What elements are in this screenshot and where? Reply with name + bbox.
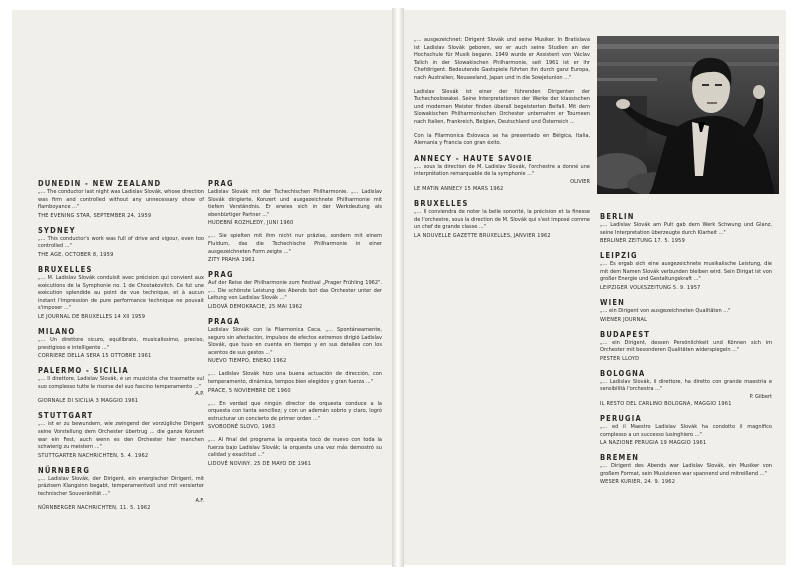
book-gutter <box>392 8 404 567</box>
city-heading: STUTTGART <box>38 411 94 421</box>
newspaper-source: LA NOUVELLE GAZETTE BRUXELLES, JANVIER 1962 <box>414 232 551 239</box>
review-clipping <box>208 317 382 365</box>
review-clipping <box>414 133 590 148</box>
review-quote: „... Dirigent des Abends war Ladislav Slovák, ein Musiker von großem Format, sein Musizieren war spannend und mitreißend ..." <box>600 463 772 477</box>
newspaper-source: LE MATIN ANNECY 15 MARS 1962 <box>414 185 504 192</box>
review-quote: „... M. Ladislav Slovák conduisit avec précision qui convient aux exécutions de la Symphonie no. 1 de Chostakovitch. Ce fut une exécution splendide au point de vue technique, et à aucun instant l'impression de pure performance technique ne pouvait s'imposer ..." <box>38 274 204 312</box>
review-clipping <box>600 212 772 245</box>
city-heading: PRAG <box>208 179 234 188</box>
newspaper-source: STUTTGARTER NACHRICHTEN, 5. 4. 1962 <box>38 452 149 459</box>
right-page-column-2 <box>600 212 772 492</box>
review-quote: „... En verdad que ningún director de orquesta conduce a la orquesta con tanta sencillez; y con un ademán sobrio y claro, logró estructurar un concierto de primer orden ..." <box>208 400 382 422</box>
review-clipping <box>600 414 772 447</box>
city-heading: ANNECY - HAUTE SAVOIE <box>414 153 533 163</box>
city-heading: LEIPZIG <box>600 251 638 261</box>
newspaper-source: NÜRNBERGER NACHRICHTEN, 11. 5. 1962 <box>38 505 151 512</box>
review-quote: Con la Filarmonica Eslovaca se ha presentado en Bélgica, Italia, Alemania y Francia con gran éxito. <box>414 132 590 147</box>
conductor-photo-image <box>597 36 779 194</box>
newspaper-source: LIDOVÉ NOVINY, 25 DE MAYO DE 1961 <box>208 461 312 468</box>
reviewer-initials: A.P. <box>195 391 204 398</box>
review-clipping <box>38 179 204 220</box>
review-clipping <box>414 199 590 240</box>
right-page-column-1 <box>414 37 590 246</box>
review-quote: „... Ladislav Slovák, der Dirigent, ein energischer Dirigent, mit präzisem Klangsinn begabt, temperamentvoll und mit versierter technischer Souveränität ..." <box>38 475 204 497</box>
review-quote: „... Il conviendra de noter la belle sonorité, la précision et la finesse de l'orchestre, sous la direction de M. Slovák qui s'est imposé comme un chef de grande classe ..." <box>414 208 590 231</box>
newspaper-source: THE AGE, OCTOBER 8, 1959 <box>38 251 114 258</box>
newspaper-source: NUEVO TIEMPO, ENERO 1962 <box>208 358 287 365</box>
reviewer-initials: P. Gilbert <box>749 393 772 400</box>
city-heading: WIEN <box>600 297 626 307</box>
newspaper-source: BERLINER ZEITUNG 17. 5. 1959 <box>600 238 685 245</box>
review-quote: Ladislav Slovák mit der Tschechischen Philharmonie. „... Ladislav Slovák dirigierte, Konzert und ausgezeichnete Philharmonie mit tiefem Verständnis. Er erwies sich in der Werkdeutung als ebenbürtiger Partner ..." <box>208 189 382 218</box>
review-clipping <box>38 411 204 459</box>
newspaper-source: THE EVENING STAR, SEPTEMBER 24, 1959 <box>38 212 152 219</box>
newspaper-source: LA NAZIONE PERUGIA 19 MAGGIO 1961 <box>600 440 707 447</box>
review-quote: „... Ladislav Slovák am Pult gab dem Werk Schwung und Glanz, seine Interpretation überzeugte durch Klarheit ..." <box>600 222 772 236</box>
city-heading: BOLOGNA <box>600 368 646 378</box>
review-quote: „... ed il Maestro Ladislav Slovák ha condotto il magnifico complesso a un successo lusinghiero ..." <box>600 423 772 438</box>
review-quote: Auf der Reise der Philharmonie zum Festival „Prager Frühling 1962". „... Die schönste Leistung des Abends bot das Orchester unter der Leitung von Ladislav Slovák ..." <box>208 280 382 302</box>
review-quote: „... This conductor's work was full of drive and vigour, even too controlled ..." <box>38 235 204 250</box>
review-quote: „... Il direttore, Ladislav Slovák, è un musicista che trasmette sul suo complesso tutte le risorse del suo fascino temperamento ..." <box>38 376 204 390</box>
city-heading: PRAG <box>208 270 234 280</box>
review-clipping <box>208 437 382 468</box>
review-quote: „... Un direttore sicuro, equilibrato, musicalissimo, preciso, prestigioso e intelligente ..." <box>38 336 204 351</box>
right-col1-clippings <box>414 133 590 240</box>
newspaper-source: GIORNALE DI SICILIA 3 MAGGIO 1961 <box>38 398 139 405</box>
city-heading: PALERMO - SICILIA <box>38 366 129 376</box>
review-clipping <box>208 371 382 394</box>
review-quote: „... ein Dirigent von ausgezeichneten Qualitäten ..." <box>600 307 731 314</box>
city-heading: PERUGIA <box>600 413 642 423</box>
newspaper-source: ZITY PRAHA 1961 <box>208 257 256 264</box>
newspaper-source: IL RESTO DEL CARLINO BOLOGNA, MAGGIO 1961 <box>600 400 732 407</box>
newspaper-source: SVOBODNÉ SLOVO, 1963 <box>208 424 276 431</box>
review-clipping <box>208 233 382 264</box>
city-heading: DUNEDIN - NEW ZEALAND <box>38 179 162 188</box>
conductor-photo <box>597 36 779 194</box>
review-clipping <box>38 226 204 259</box>
city-heading: SYDNEY <box>38 225 76 235</box>
newspaper-source: CORRIERE DELLA SERA 15 OTTOBRE 1961 <box>38 353 152 360</box>
review-clipping <box>38 327 204 360</box>
newspaper-source: LIDOVÁ DEMOKRACIE, 25 MAI 1962 <box>208 303 303 310</box>
city-heading: PRAGA <box>208 316 241 326</box>
newspaper-source: PESTER LLOYD <box>600 355 640 362</box>
newspaper-source: LE JOURNAL DE BRUXELLES 14 XII 1959 <box>38 313 146 320</box>
review-quote: „... Ladislav Slovák, il direttore, ha diretto con grande maestria e sensibilità l'orchestra ..." <box>600 378 772 393</box>
review-clipping <box>208 179 382 227</box>
review-clipping <box>600 453 772 486</box>
review-clipping <box>38 366 204 405</box>
review-quote: „... Es ergab sich eine ausgezeichnete musikalische Leistung, die mit dem Namen Slovák verbunden bleiben wird. Sein Dirigat ist von großer Energie und Gestaltungskraft ..." <box>600 261 772 283</box>
review-clipping <box>600 330 772 363</box>
reviewer-initials: A.F. <box>195 498 204 505</box>
review-clipping <box>38 466 204 513</box>
city-heading: BREMEN <box>600 453 640 463</box>
review-quote: Ladislav Slovák con la Filarmonica Ceca. „... Spontáneamente, seguro sin afectación, impulsos de efectos extremos dirigió Ladislav Slovák, que tuvo en cuenta en tiempo y en sus detalles con los acentos de sus gestos ..." <box>208 326 382 356</box>
review-clipping <box>600 251 772 292</box>
city-heading: NÜRNBERG <box>38 465 91 475</box>
city-heading: BUDAPEST <box>600 329 651 339</box>
city-heading: BRUXELLES <box>38 264 93 274</box>
review-clipping <box>600 298 772 324</box>
review-quote: „... ist er zu bewundern, wie zwingend der vorzügliche Dirigent seine Vorstellung dem Orchester übertrug ... die ganze Konzert war ein Fest, auch wenn es den Orchester hier manchen schwierig zu meistern ..." <box>38 421 204 451</box>
review-clipping <box>38 265 204 321</box>
city-heading: BRUXELLES <box>414 198 469 208</box>
review-quote: „... sous la direction de M. Ladislav Slovák, l'orchestre a donné une interprétation remarquable de la symphonie ..." <box>414 163 590 178</box>
newspaper-source: WIENER JOURNAL <box>600 316 648 323</box>
newspaper-source: PRACE, 5 NOVIEMBRE DE 1960 <box>208 387 291 394</box>
review-clipping <box>600 369 772 408</box>
review-clipping <box>208 401 382 432</box>
review-quote: „... Ladislav Slovák hizo una buena actuación de dirección, con temperamento, dinámica, tempos bien elegidos y gran fuerza ..." <box>208 371 382 385</box>
city-heading: MILANO <box>38 326 76 336</box>
right-col1-mid-paragraph: Ladislav Slovák ist einer der führenden Dirigenten der Tschechoslowakei. Seine Interpretationen der Werke der klassischen und modernen Meister finden überall begeisterten Beifall. Mit dem Slowakischen Philharmonischen Orchester unternahm er Tourneen nach Italien, Frankreich, Belgien, Deutschland und Österreich ... <box>414 88 590 125</box>
review-quote: „... The conductor last night was Ladislav Slovák, whose direction was firm and controlled without any unnecessary show of flamboyance ..." <box>38 189 204 211</box>
review-clipping <box>208 270 382 311</box>
city-heading: BERLIN <box>600 212 635 221</box>
newspaper-source: HUDEBNÍ ROZHLEDY, JUNI 1960 <box>208 220 294 227</box>
review-quote: „... ein Dirigent, dessen Persönlichkeit und Können sich im Orchester mit besonderen Qualitäten widerspiegeln ..." <box>600 339 772 354</box>
left-page-column-1 <box>38 179 204 518</box>
review-clipping <box>414 154 590 193</box>
review-quote: „... Sie spielten mit ihm nicht nur präzise, sondern mit einem Fluidum, das die Tschechische Philharmonie in einer ausgezeichneten Form zeigte ..." <box>208 233 382 255</box>
right-col1-top-paragraph: „... ausgezeichnet: Dirigent Slovák und seine Musiker. In Bratislava ist Ladislav Slovák geboren, wo er auch seine Studien an der Hochschule für Musik begann. 1949 wurde er Assistent von Václav Talich in der Slowakischen Philharmonie, seit 1961 ist er ihr Chefdirigent. Bedeutende Gastspiele führten ihn durch ganz Europa, nach Australien, Neuseeland, Japan und in die Sowjetunion ..." <box>414 37 590 81</box>
reviewer-initials: OLIVIER <box>570 178 590 185</box>
left-page-column-2 <box>208 179 382 474</box>
newspaper-source: WESER KURIER, 24. 9. 1962 <box>600 479 676 486</box>
review-quote: „... Al final del programa la orquesta tocó de nuevo con toda la fuerza bajo Ladislav Slovák; la orquesta una vez más demostró su calidad y exactitud ..." <box>208 437 382 459</box>
newspaper-source: LEIPZIGER VOLKSZEITUNG 5. 9. 1957 <box>600 284 701 291</box>
